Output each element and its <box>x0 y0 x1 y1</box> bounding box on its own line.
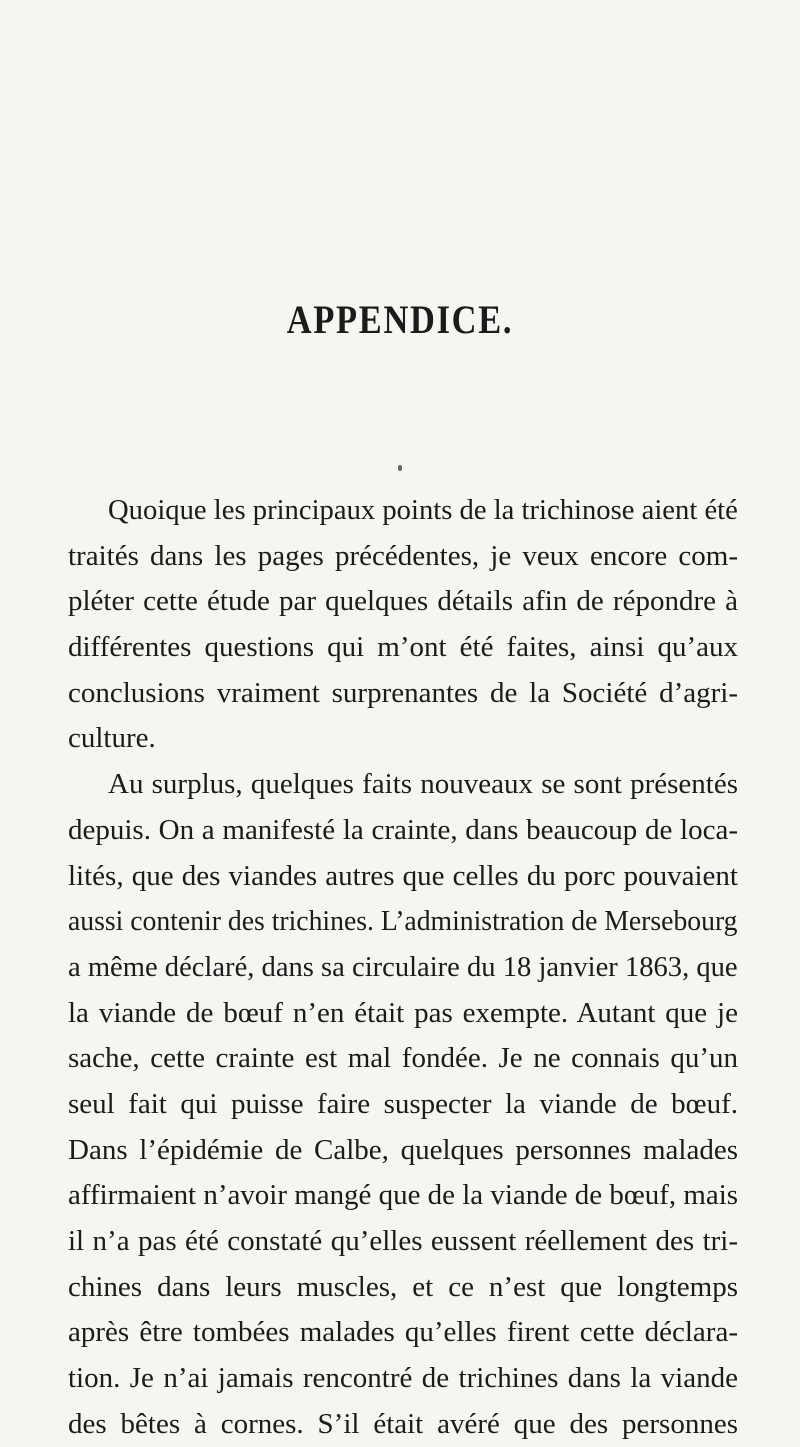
text-line: Quoique les principaux points de la trichinose aient été <box>108 494 738 526</box>
text-line: il n’a pas été constaté qu’elles eussent réellement des tri- <box>68 1225 738 1257</box>
text-line: Dans l’épidémie de Calbe, quelques personnes malades <box>68 1133 738 1166</box>
text-line: aussi contenir des trichines. L’administration de Mersebourg <box>68 905 738 938</box>
body-text <box>68 488 738 1447</box>
text-line: culture. <box>68 722 156 755</box>
text-line: conclusions vraiment surprenantes de la Société d’agri- <box>68 676 738 709</box>
text-line: Au surplus, quelques faits nouveaux se sont présentés <box>108 768 738 801</box>
text-line: lités, que des viandes autres que celles du porc pouvaient <box>68 859 738 892</box>
text-line: la viande de bœuf n’en était pas exempte. Autant que je <box>68 996 738 1029</box>
text-line: après être tombées malades qu’elles firent cette déclara- <box>68 1316 738 1349</box>
text-line: tion. Je n’ai jamais rencontré de trichines dans la viande <box>68 1362 738 1395</box>
text-line: des bêtes à cornes. S’il était avéré que des personnes <box>68 1407 738 1440</box>
page-heading: APPENDICE. <box>286 297 514 342</box>
text-line: seul fait qui puisse faire suspecter la viande de bœuf. <box>68 1087 738 1120</box>
ink-speck <box>398 465 402 471</box>
text-line: différentes questions qui m’ont été faites, ainsi qu’aux <box>68 631 738 664</box>
text-line: traités dans les pages précédentes, je veux encore com- <box>68 539 738 572</box>
text-line: affirmaient n’avoir mangé que de la viande de bœuf, mais <box>68 1179 739 1212</box>
text-line: a même déclaré, dans sa circulaire du 18 janvier 1863, que <box>68 950 738 983</box>
text-line: pléter cette étude par quelques détails afin de répondre à <box>68 585 738 618</box>
text-line: chines dans leurs muscles, et ce n’est que longtemps <box>68 1270 738 1303</box>
text-line: sache, cette crainte est mal fondée. Je ne connais qu’un <box>68 1042 738 1075</box>
text-line: depuis. On a manifesté la crainte, dans beaucoup de loca- <box>68 813 738 846</box>
